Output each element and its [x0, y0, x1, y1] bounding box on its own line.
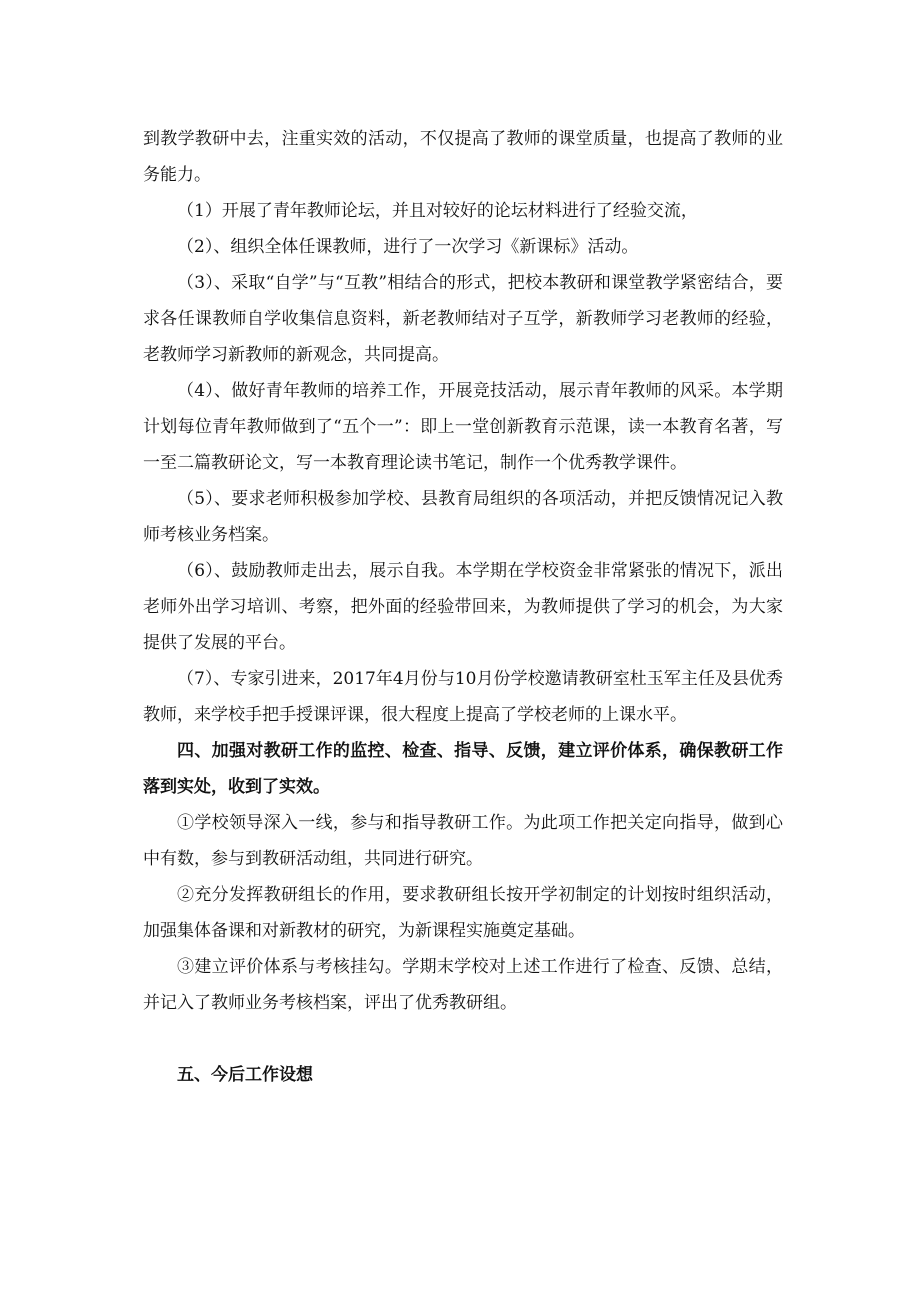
circled-item-1: ①学校领导深入一线，参与和指导教研工作。为此项工作把关定向指导，做到心中有数，参与到教研活动组，共同进行研究。: [143, 813, 783, 869]
list-item-7: （7）、专家引进来，2017年4月份与10月份学校邀请教研室杜玉军主任及县优秀教师，来学校手把手授课评课，很大程度上提高了学校老师的上课水平。: [143, 669, 783, 725]
list-item-5: （5）、要求老师积极参加学校、县教育局组织的各项活动，并把反馈情况记入教师考核业务档案。: [143, 489, 783, 545]
list-item-3: （3）、采取“自学”与“互教”相结合的形式，把校本教研和课堂教学紧密结合，要求各任课教师自学收集信息资料，新老教师结对子互学，新教师学习老教师的经验，老教师学习新教师的新观念，共同提高。: [143, 273, 783, 365]
list-item-1: （1）开展了青年教师论坛，并且对较好的论坛材料进行了经验交流，: [177, 201, 698, 221]
blank-line: [143, 1021, 783, 1057]
section-heading-5: 五、今后工作设想: [177, 1065, 313, 1085]
list-item-2: （2）、组织全体任课教师，进行了一次学习《新课标》活动。: [177, 237, 639, 257]
paragraph-continuation: 到教学教研中去，注重实效的活动，不仅提高了教师的课堂质量，也提高了教师的业务能力。: [143, 129, 783, 185]
section-heading-4: 四、加强对教研工作的监控、检查、指导、反馈，建立评价体系，确保教研工作落到实处，收到了实效。: [143, 741, 783, 797]
circled-item-2: ②充分发挥教研组长的作用，要求教研组长按开学初制定的计划按时组织活动，加强集体备课和对新教材的研究，为新课程实施奠定基础。: [143, 885, 783, 941]
document-body: [143, 121, 783, 1093]
circled-item-3: ③建立评价体系与考核挂勾。学期末学校对上述工作进行了检查、反馈、总结，并记入了教师业务考核档案，评出了优秀教研组。: [143, 957, 783, 1013]
list-item-6: （6）、鼓励教师走出去，展示自我。本学期在学校资金非常紧张的情况下，派出老师外出学习培训、考察，把外面的经验带回来，为教师提供了学习的机会，为大家提供了发展的平台。: [143, 561, 783, 653]
list-item-4: （4）、做好青年教师的培养工作，开展竞技活动，展示青年教师的风采。本学期计划每位青年教师做到了“五个一”：即上一堂创新教育示范课，读一本教育名著，写一至二篇教研论文，写一本教育理论读书笔记，制作一个优秀教学课件。: [143, 381, 783, 473]
